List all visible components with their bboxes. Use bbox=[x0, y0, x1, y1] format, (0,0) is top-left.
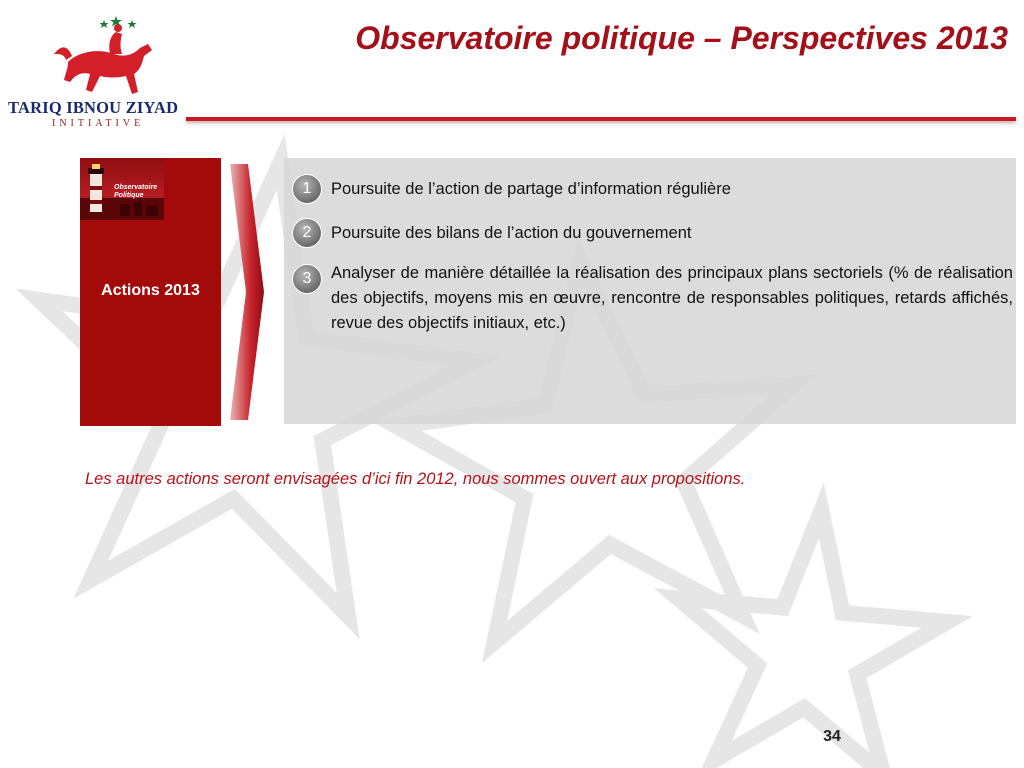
item-number-badge: 1 bbox=[292, 174, 322, 204]
logo-tagline: INITIATIVE bbox=[52, 118, 145, 129]
thumbnail-line-1: Observatoire bbox=[114, 184, 158, 191]
item-text: Poursuite des bilans de l’action du gouvernement bbox=[331, 224, 692, 242]
chevron-arrow-icon bbox=[226, 158, 266, 426]
footnote: Les autres actions seront envisagées d’ici fin 2012, nous sommes ouvert aux propositions. bbox=[85, 470, 746, 488]
title-underline bbox=[186, 117, 1016, 121]
actions-list bbox=[284, 158, 1016, 424]
lighthouse-thumbnail bbox=[80, 158, 164, 220]
thumbnail-line-2: Politique bbox=[114, 192, 144, 199]
item-number-badge: 3 bbox=[292, 264, 322, 294]
thumbnail-caption bbox=[114, 184, 157, 200]
page-number: 34 bbox=[823, 728, 841, 745]
item-text: Poursuite de l’action de partage d’information régulière bbox=[331, 180, 731, 198]
brand-logo bbox=[8, 14, 179, 134]
slide-title: Observatoire politique – Perspectives 2013 bbox=[355, 20, 1008, 56]
item-number-badge: 2 bbox=[292, 218, 322, 248]
actions-panel bbox=[80, 158, 221, 426]
logo-name: TARIQ IBNOU ZIYAD bbox=[8, 98, 179, 117]
item-text: Analyser de manière détaillée la réalisation des principaux plans sectoriels (% de réalisation des objectifs, moyens mis en œuvre, rencontre de responsables politiques, retards affichés, revue des objectifs initiaux, etc.) bbox=[331, 264, 1013, 332]
actions-label: Actions 2013 bbox=[101, 282, 200, 299]
horseman-logo-icon bbox=[48, 14, 168, 104]
